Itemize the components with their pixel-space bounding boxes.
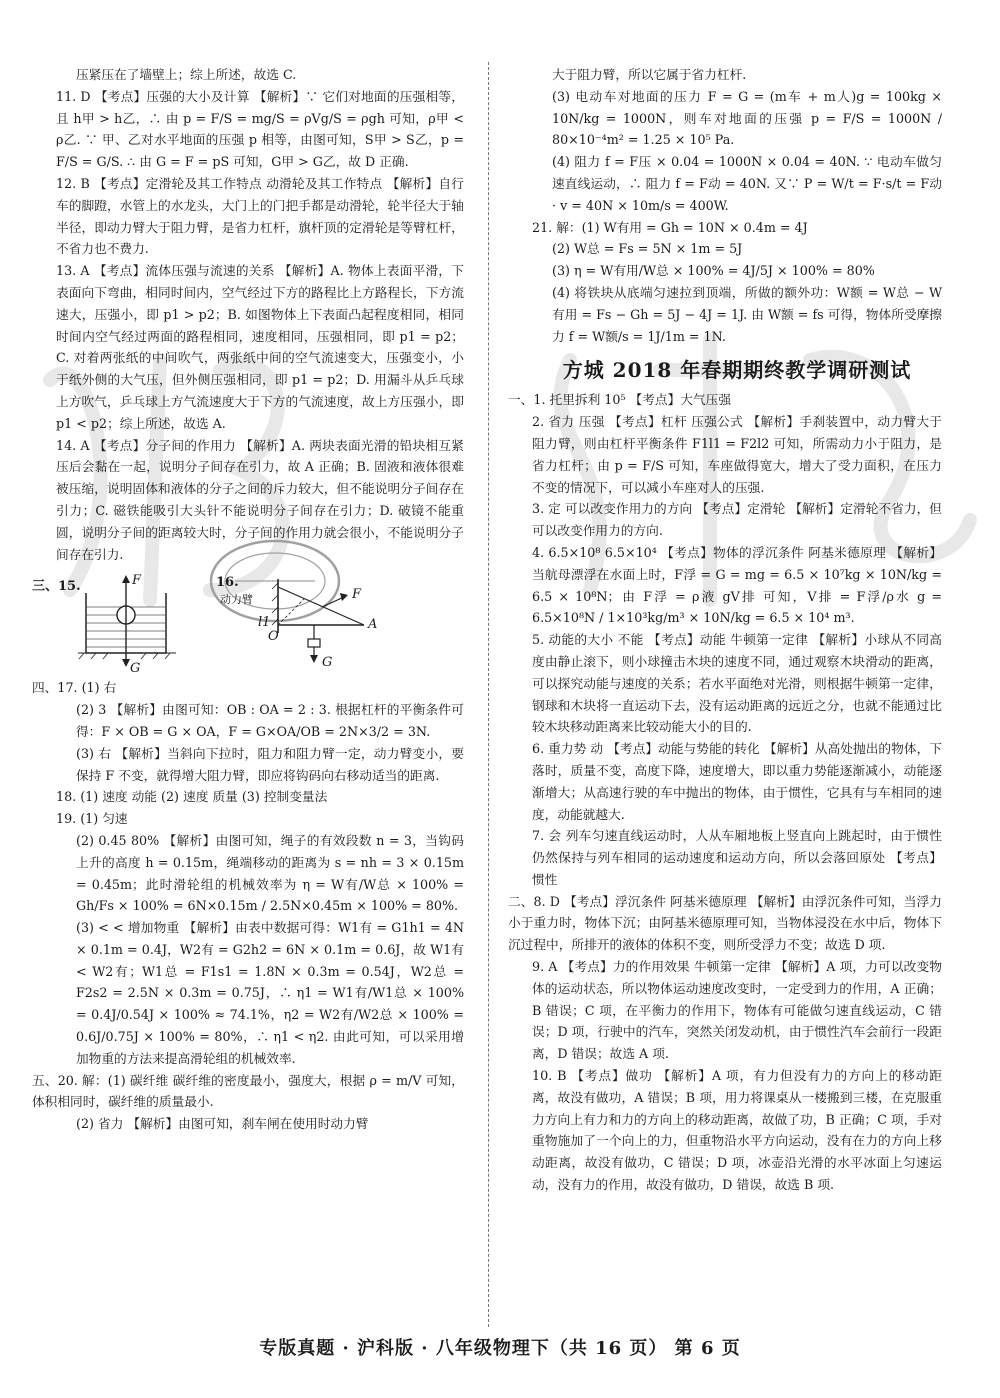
answer-21-1: 21. 解：(1) W有用 = Gh = 10N × 0.4m = 4J	[532, 219, 808, 235]
answer-18: 18. (1) 速度 动能 (2) 速度 质量 (3) 控制变量法	[56, 789, 328, 805]
answer-17-2: (2) 3 【解析】由图可知：OB : OA = 2 : 3. 根据杠杆的平衡条件可得：F × OB = G × OA，F = G×OA/OB = 2N×3/2 = 3N.	[76, 702, 464, 739]
answer-b-1: 一、1. 托里拆利 10⁵ 【考点】大气压强	[508, 392, 732, 408]
answer-b-3: 3. 定 可以改变作用力的方向 【考点】定滑轮 【解析】定滑轮不省力，但可以改变作用力的方向.	[532, 501, 942, 539]
answer-21-2: (2) W总 = Fs = 5N × 1m = 5J	[552, 241, 743, 257]
answer-19-2: (2) 0.45 80% 【解析】由图可知，绳子的有效段数 n = 3，当钩码上升的高度 h = 0.15m，绳端移动的距离为 s = nh = 3 × 0.15m = 0.45m；此时滑轮组的机械效率为 η = W有/W总 × 100% = Gh/Fs × 100% = 6N×0.15m / 2.5N×0.45m × 100% = 80%.	[76, 832, 464, 914]
answer-b-10: 10. B 【考点】做功 【解析】A 项，有力但没有力的方向上的移动距离，故没有做功，A 错误；B 项，用力将课桌从一楼搬到三楼，在克服重力方向上有力和力的方向上的移动距离，故做了功，B 正确；C 项，手对重物施加了一个向上的力，但重物沿水平方向运动，没有在力的方向上移动距离，故没有做功，C 错误；D 项，冰壶沿光滑的水平冰面上匀速运动，没有力的作用，故没有做功，D 错误，故选 B 项.	[532, 1068, 942, 1193]
fig16-arm-label: 动力臂	[220, 593, 253, 607]
figure-row	[32, 573, 464, 677]
page-footer: 专版真题 · 沪科版 · 八年级物理下（共 16 页） 第 6 页	[259, 1338, 741, 1359]
answer-11: 11. D 【考点】压强的大小及计算 【解析】∵ 它们对地面的压强相等，且 h甲 > h乙，∴ 由 p = F/S = mg/S = ρVg/S = ρgh 可知，ρ甲 < ρ乙. ∵ 甲、乙对水平地面的压强 p 相等，由图可知，S甲 > S乙，p = F/S = G/S. ∴ 由 G = F = pS 可知，G甲 > G乙，故 D 正确.	[56, 88, 464, 170]
answer-20-4: (4) 阻力 f = F压 × 0.04 = 1000N × 0.04 = 40N. ∵ 电动车做匀速直线运动，∴ 阻力 f = F动 = 40N. 又∵ P = W/t = F·s/t = F动 · v = 40N × 10m/s = 400W.	[552, 154, 942, 213]
fig16-a: A	[368, 617, 378, 633]
figure-16-label: 16.	[216, 575, 239, 591]
answer-17-1: 四、17. (1) 右	[32, 680, 117, 696]
answer-b-9: 9. A 【考点】力的作用效果 牛顿第一定律 【解析】A 项，力可以改变物体的运动状态，所以物体运动速度改变时，一定受到力的作用，A 正确；B 错误；C 项，在平衡力的作用下，物体有可能做匀速直线运动，C 错误；D 项，行驶中的汽车，突然关闭发动机，由于惯性汽车会前行一段距离，D 错误；故选 A 项.	[532, 959, 942, 1062]
answer-20-3: (3) 电动车对地面的压力 F = G = (m车 + m人)g = 100kg × 10N/kg = 1000N，则车对地面的压强 p = F/S = 1000N / 80×10⁻⁴m² = 1.25 × 10⁵ Pa.	[552, 88, 942, 148]
fig16-l1: l1	[258, 615, 271, 631]
answer-b-7: 7. 会 列车匀速直线运动时，人从车厢地板上竖直向上跳起时，由于惯性仍然保持与列车相同的运动速度和运动方向，所以会落回原处 【考点】惯性	[532, 828, 942, 887]
answer-12: 12. B 【考点】定滑轮及其工作特点 动滑轮及其工作特点 【解析】自行车的脚蹬，水管上的水龙头，大门上的门把手都是动滑轮，轮半径大于轴半径，即动力臂大于阻力臂，是省力杠杆，旗杆顶的定滑轮是等臂杠杆，不省力也不费力.	[56, 175, 464, 257]
answer-20-1: 五、20. 解：(1) 碳纤维 碳纤维的密度最小，强度大，根据 ρ = m/V 可知，体积相同时，碳纤维的质量最小.	[32, 1072, 464, 1110]
exam-title: 方城 2018 年春期期终教学调研测试	[562, 358, 912, 383]
left-column	[32, 64, 464, 1135]
answer-b-8: 二、8. D 【考点】浮沉条件 阿基米德原理 【解析】由浮沉条件可知，当浮力小于重力时，物体下沉；由阿基米德原理可知，当物体浸没在水中后，物体下沉过程中，所排开的液体的体积不变，则所受浮力不变；故选 D 项.	[508, 893, 942, 953]
answer-b-4: 4. 6.5×10⁸ 6.5×10⁴ 【考点】物体的浮沉条件 阿基米德原理 【解析】当航母漂浮在水面上时，F浮 = G = mg = 6.5 × 10⁷kg × 10N/kg = 6.5 × 10⁸N；由 F浮 = ρ液 gV排 可知，V排 = F浮/ρ水 g = 6.5×10⁸N / 1×10³kg/m³ × 10N/kg = 6.5 × 10⁴ m³.	[532, 544, 942, 626]
answer-13: 13. A 【考点】流体压强与流速的关系 【解析】A. 物体上表面平滑，下表面向下弯曲，相同时间内，空气经过下方的路程比上方路程长，下方流速大，压强小，即 p1 > p2；B. 如图物体上下表面凸起程度相同，相同时间内空气经过两面的路程相同，速度相同，压强相同，即 p1 = p2；C. 对着两张纸的中间吹气，两张纸中间的空气流速变大，压强变小，小于纸外侧的大气压，但外侧压强相同，即 p1 = p2；D. 用漏斗从乒乓球上方吹气，乒乓球上方气流速度大于下方的气流速度，故上方压强小，即 p1 < p2；综上所述，故选 A.	[56, 263, 464, 431]
fig16-o: O	[268, 629, 279, 645]
right-column	[508, 64, 942, 1196]
answer-20-2: (2) 省力 【解析】由图可知，刹车闸在使用时动力臂	[76, 1116, 369, 1132]
answer-b-6: 6. 重力势 动 【考点】动能与势能的转化 【解析】从高处抛出的物体，下落时，质量不变，高度下降，速度增大，即以重力势能逐渐减小，动能逐渐增大；从高速行驶的车中抛出的物体，由于惯性，它具有与车相同的速度，动能就越大.	[532, 741, 942, 822]
answer-19-3: (3) < < 增加物重 【解析】由表中数据可得：W1有 = G1h1 = 4N × 0.1m = 0.4J，W2有 = G2h2 = 6N × 0.1m = 0.6J，故 W1有 < W2有；W1总 = F1s1 = 1.8N × 0.3m = 0.54J，W2总 = F2s2 = 2.5N × 0.3m = 0.75J，∴ η1 = W1有/W1总 × 100% = 0.4J/0.54J × 100% ≈ 74.1%，η2 = W2有/W2总 × 100% = 0.6J/0.75J × 100% = 80%，∴ η1 < η2. 由此可知，可以采用增加物重的方法来提高滑轮组的机械效率.	[76, 920, 464, 1066]
answer-14: 14. A 【考点】分子间的作用力 【解析】A. 两块表面光滑的铅块相互紧压后会黏在一起，说明分子间存在引力，故 A 正确；B. 固液和液体很难被压缩，说明固体和液体的分子之间的斥力较大，但不能说明分子间存在引力；C. 磁铁能吸引大头针不能说明分子间存在引力；D. 破镜不能重圆，说明分子间的距离较大时，分子间的作用力就会很小，不能说明分子间存在引力.	[56, 437, 464, 562]
answer-21-3: (3) η = W有用/W总 × 100% = 4J/5J × 100% = 80%	[552, 263, 875, 279]
fig16-g: G	[322, 655, 333, 671]
answer-21-4: (4) 将铁块从底端匀速拉到顶端，所做的额外功：W额 = W总 − W有用 = Fs − Gh = 5J − 4J = 1J. 由 W额 = fs 可得，物体所受摩擦力 f = W额/s = 1J/1m = 1N.	[552, 284, 942, 344]
answer-b-5: 5. 动能的大小 不能 【考点】动能 牛顿第一定律 【解析】小球从不同高度由静止滚下，则小球撞击木块的速度不同，通过观察木块滑动的距离，可以探究动能与速度的关系；若水平面绝对光滑，则根据牛顿第一定律，钢球和木块将一直运动下去，没有运动距离的远近之分，也就不能通过比较木块移动距离来比较动能大小的目的.	[532, 632, 942, 735]
answer-10-tail: 压紧压在了墙壁上；综上所述，故选 C.	[76, 67, 297, 82]
figure-15-diagram	[76, 573, 186, 673]
fig15-force-g: G	[130, 661, 141, 677]
answer-b-2: 2. 省力 压强 【考点】杠杆 压强公式 【解析】手刹装置中，动力臂大于阻力臂，则由杠杆平衡条件 F1l1 = F2l2 可知，所需动力小于阻力，是省力杠杆；由 p = F/S 可知，车座做得宽大，增大了受力面积，在压力不变的情况下，可以减小车座对人的压强.	[532, 414, 942, 495]
fig16-f: F	[352, 587, 362, 603]
answer-20-2-tail: 大于阻力臂，所以它属于省力杠杆.	[552, 67, 747, 82]
answer-19-1: 19. (1) 匀速	[56, 811, 128, 827]
fig15-force-f: F	[132, 573, 142, 589]
answer-17-3: (3) 右 【解析】当斜向下拉时，阻力和阻力臂一定，动力臂变小，要保持 F 不变，就得增大阻力臂，即应将钩码向右移动适当的距离.	[76, 745, 464, 783]
column-divider	[488, 62, 489, 1327]
section-3-label: 三、15.	[32, 579, 81, 595]
